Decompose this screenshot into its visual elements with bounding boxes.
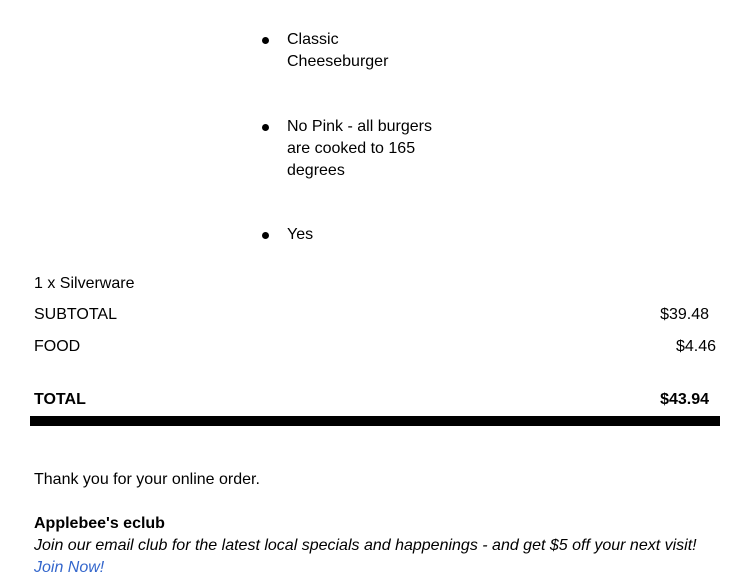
eclub-title: Applebee's eclub [34, 515, 165, 532]
total-divider [30, 416, 720, 426]
thank-you-message: Thank you for your online order. [34, 471, 260, 488]
subtotal-label: SUBTOTAL [34, 306, 117, 323]
extra-item-line: 1 x Silverware [34, 275, 135, 292]
total-value: $43.94 [660, 391, 709, 408]
join-now-link[interactable]: Join Now! [34, 559, 105, 576]
bullet-icon [262, 37, 269, 44]
food-label: FOOD [34, 338, 81, 355]
total-label: TOTAL [34, 391, 86, 408]
bullet-icon [262, 124, 269, 131]
modifier-text: Classic Cheeseburger [287, 31, 389, 70]
bullet-icon [262, 232, 269, 239]
food-value: $4.46 [675, 338, 716, 355]
modifier-text: Yes [287, 226, 314, 243]
subtotal-value: $39.48 [660, 306, 709, 323]
eclub-description [34, 535, 714, 579]
eclub-text: Join our email club for the latest local specials and happenings - and get $5 off your next visit! [34, 537, 697, 554]
modifier-text: No Pink - all burgers are cooked to 165 degrees [287, 118, 432, 179]
